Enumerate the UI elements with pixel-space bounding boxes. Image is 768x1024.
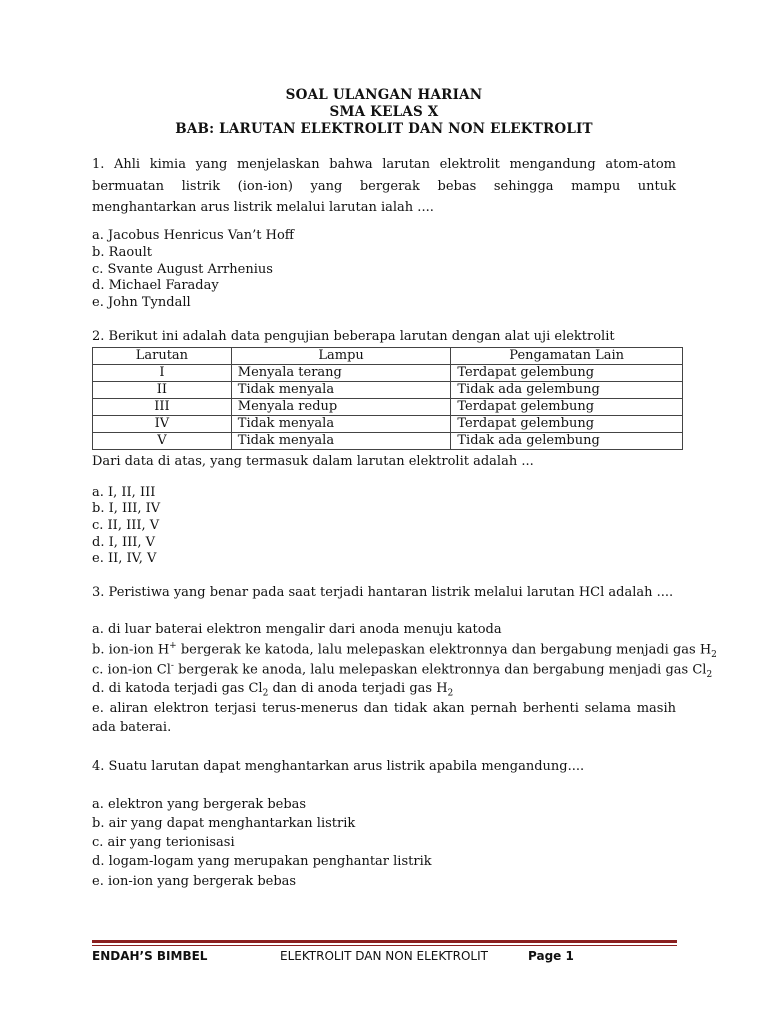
table-cell: Terdapat gelembung [451, 365, 683, 382]
footer-brand: ENDAH’S BIMBEL [92, 949, 208, 963]
table-cell: II [93, 382, 232, 399]
q1-option-a: a. Jacobus Henricus Van’t Hoff [92, 228, 295, 243]
table-cell: V [93, 433, 232, 450]
table-cell: I [93, 365, 232, 382]
question-2-followup: Dari data di atas, yang termasuk dalam larutan elektrolit adalah ... [92, 454, 534, 469]
q1-option-d: d. Michael Faraday [92, 278, 219, 293]
q3-option-c-text: c. ion-ion Cl [92, 662, 171, 678]
q3-option-a: a. di luar baterai elektron mengalir dari anoda menuju katoda [92, 622, 502, 637]
q3-option-d [92, 681, 676, 699]
table-row [93, 382, 683, 399]
q3-option-d-text: d. di katoda terjadi gas Cl [92, 681, 263, 696]
q2-option-b: b. I, III, IV [92, 501, 161, 516]
table-row [93, 433, 683, 450]
question-1-text: 1. Ahli kimia yang menjelaskan bahwa larutan elektrolit mengandung atom-atom bermuatan listrik (ion-ion) yang bergerak bebas sehingga mampu untuk menghantarkan arus listrik melalui larutan ialah .... [92, 157, 676, 215]
header-chapter: BAB: LARUTAN ELEKTROLIT DAN NON ELEKTROLIT [175, 121, 593, 137]
q2-option-a: a. I, II, III [92, 485, 156, 500]
q2-option-d: d. I, III, V [92, 535, 156, 550]
subscript: 2 [706, 669, 713, 680]
footer-divider [92, 940, 677, 943]
q3-option-c-text: bergerak ke anoda, lalu melepaskan elektronnya dan bergabung menjadi gas Cl [173, 662, 707, 678]
document-page [92, 0, 717, 1024]
q1-option-c: c. Svante August Arrhenius [92, 262, 273, 277]
q3-option-d-text: dan di anoda terjadi gas H [268, 681, 448, 696]
superscript: - [170, 661, 174, 671]
q4-option-d: d. logam-logam yang merupakan penghantar listrik [92, 854, 432, 869]
table-cell: Tidak menyala [231, 416, 451, 433]
table-cell: IV [93, 416, 232, 433]
header-class: SMA KELAS X [329, 104, 439, 120]
table-header: Pengamatan Lain [451, 348, 683, 365]
page-number: Page 1 [528, 949, 574, 963]
q4-option-a: a. elektron yang bergerak bebas [92, 797, 307, 812]
table-row [93, 416, 683, 433]
q1-option-e: e. John Tyndall [92, 295, 191, 310]
table-header-row [93, 348, 683, 365]
header-title: SOAL ULANGAN HARIAN [285, 87, 483, 103]
table-cell: Menyala terang [231, 365, 451, 382]
table-cell: Tidak menyala [231, 433, 451, 450]
q1-option-b: b. Raoult [92, 245, 153, 260]
q2-option-e: e. II, IV, V [92, 551, 157, 566]
superscript: + [169, 641, 177, 651]
q3-option-b-text: b. ion-ion H [92, 642, 170, 658]
table-cell: Tidak menyala [231, 382, 451, 399]
footer-divider-thin [92, 945, 677, 946]
subscript: 2 [447, 688, 454, 699]
subscript: 2 [711, 649, 717, 660]
q3-option-b [92, 641, 717, 660]
table-header: Larutan [93, 348, 232, 365]
test-data-table [92, 347, 683, 450]
q4-option-e: e. ion-ion yang bergerak bebas [92, 874, 297, 889]
table-cell: Tidak ada gelembung [451, 382, 683, 399]
subscript: 2 [262, 688, 269, 699]
table-row [93, 365, 683, 382]
table-cell: Terdapat gelembung [451, 416, 683, 433]
q3-option-e: e. aliran elektron terjasi terus-menerus dan tidak akan pernah berhenti selama masih ada baterai. [92, 701, 676, 735]
question-3-text: 3. Peristiwa yang benar pada saat terjadi hantaran listrik melalui larutan HCl adalah .... [92, 585, 674, 600]
q2-option-c: c. II, III, V [92, 518, 160, 533]
q4-option-c: c. air yang terionisasi [92, 835, 235, 850]
table-row [93, 399, 683, 416]
q3-option-b-text: bergerak ke katoda, lalu melepaskan elektronnya dan bergabung menjadi gas H [176, 642, 712, 658]
table-cell: III [93, 399, 232, 416]
table-cell: Terdapat gelembung [451, 399, 683, 416]
table-header: Lampu [231, 348, 451, 365]
q4-option-b: b. air yang dapat menghantarkan listrik [92, 816, 356, 831]
q3-option-c [92, 661, 713, 680]
footer-title: ELEKTROLIT DAN NON ELEKTROLIT [280, 949, 488, 963]
table-cell: Tidak ada gelembung [451, 433, 683, 450]
question-2-text: 2. Berikut ini adalah data pengujian beberapa larutan dengan alat uji elektrolit [92, 329, 615, 344]
question-4-text: 4. Suatu larutan dapat menghantarkan arus listrik apabila mengandung.... [92, 759, 585, 774]
table-cell: Menyala redup [231, 399, 451, 416]
